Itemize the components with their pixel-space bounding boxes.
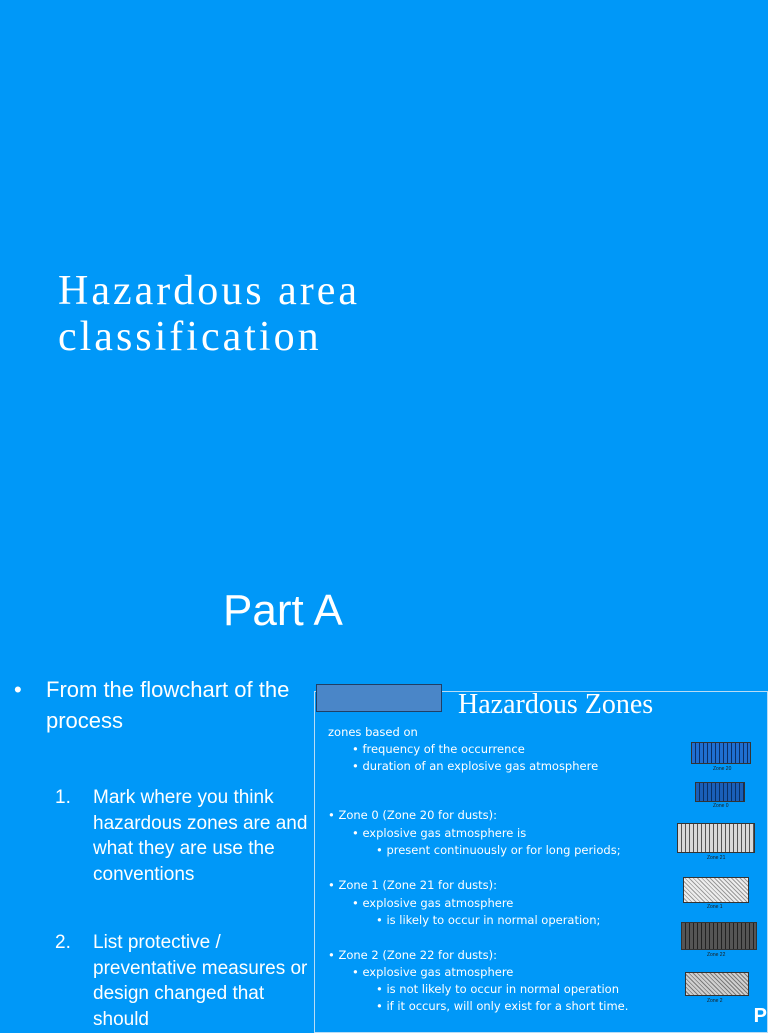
inset-title: Hazardous Zones [458,691,654,720]
zone-1-swatch [683,877,749,903]
zone-0-swatch [695,782,745,802]
item-number: 2. [55,932,71,953]
zone-22-swatch [681,922,757,950]
zone-sub: • explosive gas atmosphere [352,965,514,979]
intro-text: zones based on [328,725,418,739]
part-a-heading: Part A [223,586,343,635]
bullet-dot: • [14,677,22,702]
inset-header-tab [316,684,442,712]
zone-caption: Zone 22 [707,952,726,958]
item-text: Mark where you think hazardous zones are and what they are use the conventions [93,787,308,885]
zone-caption: Zone 20 [713,766,732,772]
zone-caption: Zone 2 [707,998,723,1004]
slide-title [58,268,658,360]
zone-heading: • Zone 2 (Zone 22 for dusts): [328,948,497,962]
item-text: List protective / preventative measures or design changed that should [93,932,308,1030]
logo-mark: P [753,1005,767,1027]
zone-20-swatch [691,742,751,764]
intro-item: • duration of an explosive gas atmosphere [352,759,599,773]
zone-caption: Zone 0 [713,803,729,809]
zone-heading: • Zone 0 (Zone 20 for dusts): [328,808,497,822]
intro-item: • frequency of the occurrence [352,742,525,756]
zone-detail: • present continuously or for long periods; [376,843,621,857]
item-number: 1. [55,787,71,808]
zone-detail: • if it occurs, will only exist for a short time. [376,999,629,1013]
zone-detail: • is likely to occur in normal operation; [376,913,601,927]
zone-caption: Zone 21 [707,855,726,861]
zone-heading: • Zone 1 (Zone 21 for dusts): [328,878,497,892]
title-line-1: Hazardous area [58,268,360,314]
hazardous-zones-inset [314,691,768,1033]
title-line-2: classification [58,314,322,360]
bullet-text: From the flowchart of the process [46,677,290,733]
zone-sub: • explosive gas atmosphere is [352,826,527,840]
zone-21-swatch [677,823,755,853]
zone-sub: • explosive gas atmosphere [352,896,514,910]
zone-detail: • is not likely to occur in normal operation [376,982,619,996]
zone-2-swatch [685,972,749,996]
zone-caption: Zone 1 [707,904,723,910]
